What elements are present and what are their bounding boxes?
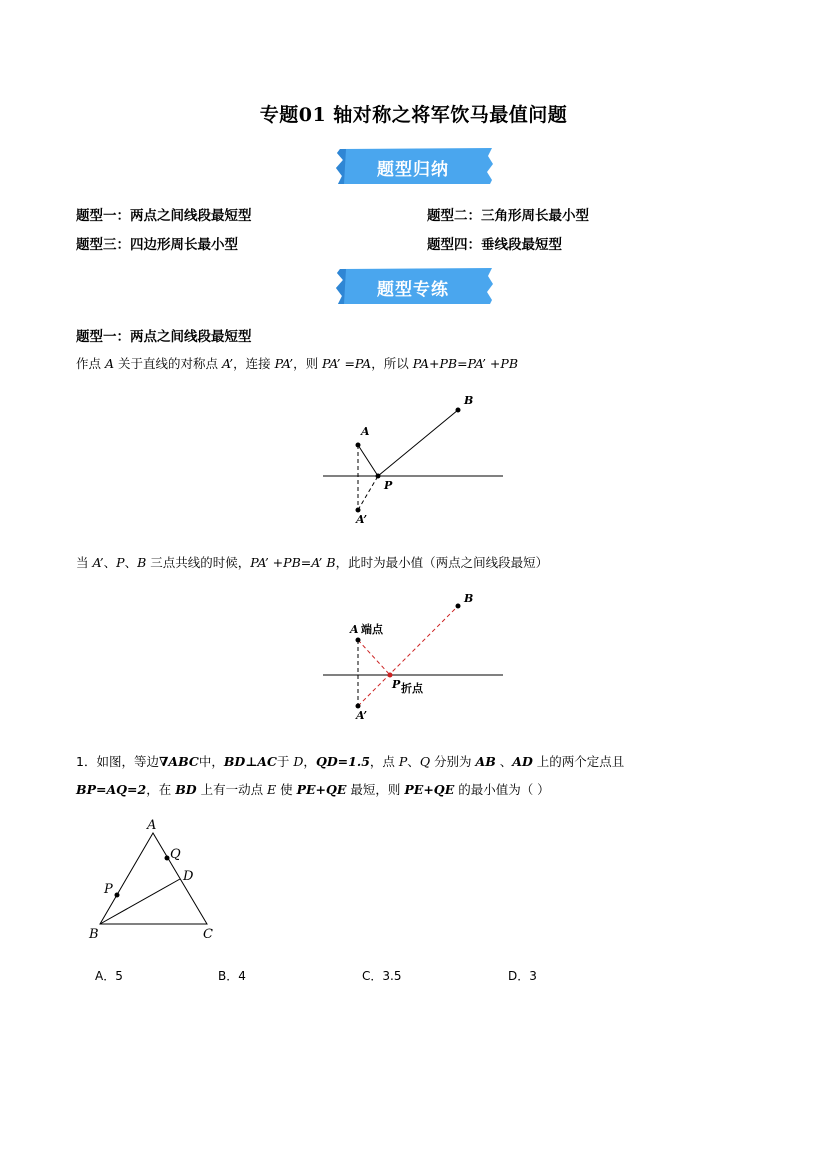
q1-text-t4: ，点 — [369, 754, 399, 769]
intro-math-2: PA’ =PA — [322, 356, 372, 371]
fig2-segment-AP — [358, 640, 390, 675]
fig3-label-A: A — [147, 818, 157, 833]
option-b[interactable]: B．4 — [218, 969, 246, 983]
fig1-segment-AP — [358, 445, 378, 476]
q1-text-t9: ，在 — [146, 782, 176, 797]
fig1-point-B — [456, 408, 461, 413]
fig3-point-Q — [165, 856, 170, 861]
figure-triangle-abc — [80, 812, 230, 947]
q1-math-AB: AB — [475, 754, 496, 769]
question-1 — [76, 748, 766, 804]
collinear-text-4: 三点共线的时候， — [146, 555, 251, 570]
q1-math-E: E — [267, 782, 277, 797]
q1-text-t12: 最短，则 — [346, 782, 405, 797]
intro-text-3: ，连接 — [233, 356, 275, 371]
q1-math-bpaq: BP=AQ=2 — [76, 782, 147, 797]
collinear-math-3: B — [137, 555, 147, 570]
collinear-math-4: PA’ +PB=A’ B — [250, 555, 336, 570]
fig3-label-C: C — [203, 927, 213, 942]
collinear-text-1: 当 — [76, 555, 93, 570]
q1-math-sum2: PE+QE — [404, 782, 455, 797]
option-a[interactable]: A．5 — [95, 969, 123, 983]
q1-math-P: P — [398, 754, 408, 769]
fig3-point-P — [115, 893, 120, 898]
section1-collinear — [76, 553, 548, 571]
fig1-label-A-prime: A’ — [356, 513, 368, 526]
q1-math-tri: ∇ABC — [158, 754, 199, 769]
fig2-point-A-prime — [356, 704, 361, 709]
summary-banner — [332, 146, 494, 186]
section1-heading: 题型一：两点之间线段最短型 — [76, 329, 252, 345]
fig2-point-A — [356, 638, 361, 643]
figure-reflection-diagram — [300, 390, 520, 530]
option-d[interactable]: D．3 — [508, 969, 537, 983]
q1-text-t5: 、 — [407, 754, 420, 769]
fig1-point-A — [356, 443, 361, 448]
fig1-point-P — [376, 474, 381, 479]
q1-text-t1: 中， — [198, 754, 224, 769]
q1-math-bdac: BD⊥AC — [223, 754, 277, 769]
intro-text-4: ，则 — [293, 356, 323, 371]
q1-math-sum1: PE+QE — [296, 782, 347, 797]
q1-math-AD: AD — [512, 754, 533, 769]
q1-math-BD: BD — [175, 782, 197, 797]
collinear-math-2: P — [116, 555, 125, 570]
fig2-label-B: B — [464, 592, 474, 605]
fig2-label-A-prime: A’ — [356, 709, 368, 722]
option-c[interactable]: C．3.5 — [362, 969, 402, 983]
fig1-label-P: P — [384, 479, 393, 492]
intro-text-1: 作点 — [76, 356, 105, 371]
fig3-label-D: D — [183, 869, 194, 884]
intro-math-3: PA+PB=PA’ +PB — [412, 356, 519, 371]
fig2-label-fold: 折点 — [401, 682, 423, 695]
fig2-point-B — [456, 604, 461, 609]
collinear-math-1: A’ — [92, 555, 104, 570]
practice-banner — [332, 266, 494, 306]
summary-banner-label: 题型归纳 — [377, 160, 449, 180]
fig2-label-endpoint: 端点 — [361, 623, 383, 636]
q1-text-n: 1．如图，等边 — [76, 754, 159, 769]
q1-text-t7: 、 — [495, 754, 513, 769]
page-title: 专题01 轴对称之将军饮马最值问题 — [259, 104, 568, 126]
category-1: 题型一：两点之间线段最短型 — [76, 208, 252, 224]
category-4: 题型四：垂线段最短型 — [427, 237, 562, 253]
q1-text-t6: 分别为 — [430, 754, 476, 769]
collinear-text-3: 、 — [124, 555, 138, 570]
intro-math-A-prime: A’ — [221, 356, 234, 371]
collinear-text-5: ，此时为最小值（两点之间线段最短） — [335, 555, 549, 570]
section1-intro — [76, 354, 518, 372]
fig3-label-P: P — [104, 882, 113, 897]
collinear-text-2: 、 — [103, 555, 117, 570]
fig1-label-B: B — [464, 394, 474, 407]
fig1-label-A: A — [361, 425, 370, 438]
q1-text-t10: 上有一动点 — [196, 782, 268, 797]
fig1-segment-AP-prime — [358, 476, 378, 510]
fig1-segment-PB — [378, 410, 458, 476]
fig3-label-B: B — [89, 927, 99, 942]
fig2-point-P — [388, 673, 393, 678]
q1-math-Q: Q — [419, 754, 431, 769]
q1-text-t11: 使 — [276, 782, 297, 797]
practice-banner-label: 题型专练 — [377, 280, 449, 300]
q1-text-t2: 于 — [276, 754, 294, 769]
q1-text-t13: 的最小值为（ ） — [454, 782, 550, 797]
q1-math-qd: QD=1.5 — [315, 754, 370, 769]
category-3: 题型三：四边形周长最小型 — [76, 237, 238, 253]
fig1-point-A-prime — [356, 508, 361, 513]
figure-collinear-diagram — [300, 590, 520, 730]
q1-text-t8: 上的两个定点且 — [532, 754, 625, 769]
q1-text-t3: ， — [303, 754, 316, 769]
fig3-label-Q: Q — [170, 847, 181, 862]
intro-math-1: PA’ — [274, 356, 294, 371]
intro-text-5: ，所以 — [371, 356, 413, 371]
intro-text-2: 关于直线的对称点 — [114, 356, 222, 371]
category-2: 题型二：三角形周长最小型 — [427, 208, 589, 224]
q1-math-D: D — [293, 754, 304, 769]
fig2-label-A: A — [350, 623, 359, 636]
intro-math-A: A — [104, 356, 115, 371]
fig2-label-P: P — [392, 678, 401, 691]
